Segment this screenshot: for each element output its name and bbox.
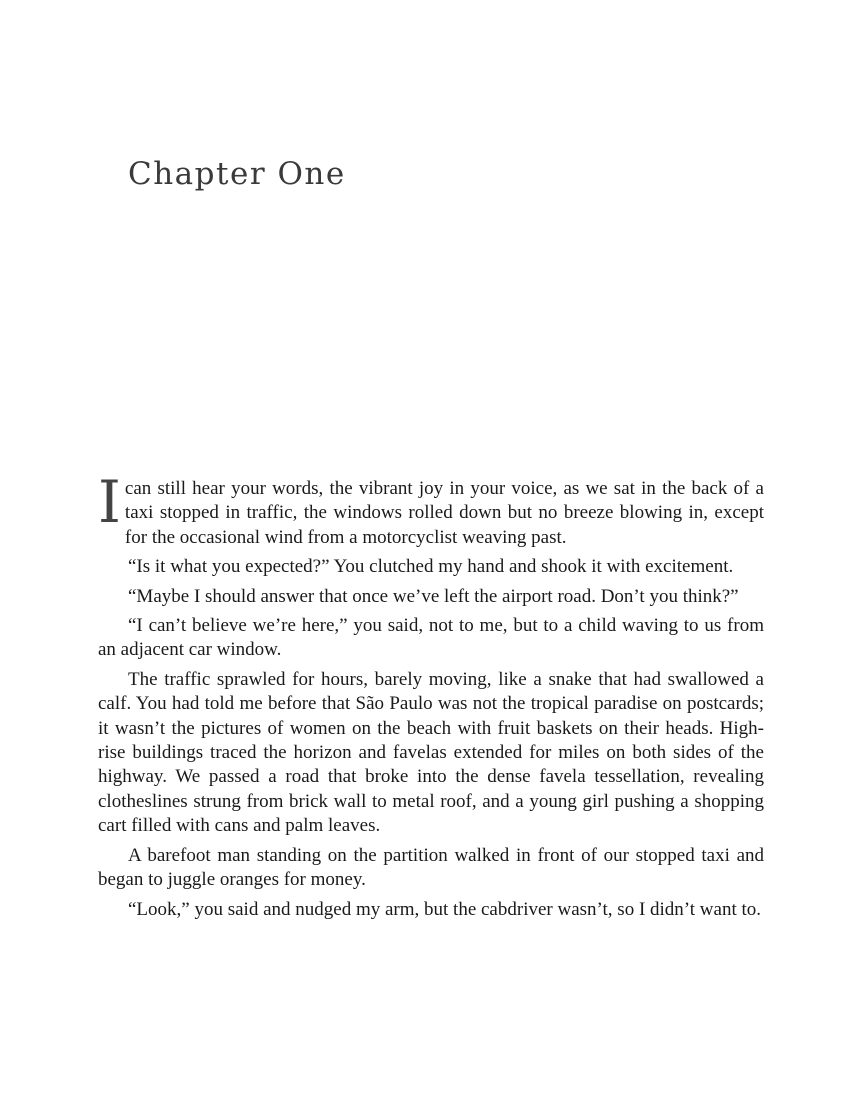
- paragraph-7: “Look,” you said and nudged my arm, but the cabdriver wasn’t, so I didn’t want to.: [128, 898, 762, 920]
- chapter-body: [98, 468, 764, 927]
- chapter-title: Chapter One: [128, 156, 346, 192]
- paragraph-1: [98, 468, 764, 550]
- paragraph-4: “I can’t believe we’re here,” you said, not to me, but to a child waving to us from an adjacent car window.: [98, 615, 764, 661]
- paragraph-3: “Maybe I should answer that once we’ve left the airport road. Don’t you think?”: [128, 585, 739, 607]
- paragraph-2: “Is it what you expected?” You clutched my hand and shook it with excitement.: [128, 556, 734, 578]
- paragraph-1-text: can still hear your words, the vibrant joy in your voice, as we sat in the back of a taxi stopped in traffic, the windows rolled down but no breeze blowing in, except for the occasional wind from a motorcyclist weaving past.: [124, 478, 764, 548]
- drop-cap: I: [98, 468, 121, 536]
- paragraph-5: The traffic sprawled for hours, barely moving, like a snake that had swallowed a calf. You had told me before that São Paulo was not the tropical paradise on postcards; it wasn’t the pictures of women on the beach with fruit baskets on their heads. High-rise buildings traced the horizon and favelas extended for miles on both sides of the highway. We passed a road that broke into the dense favela tessellation, revealing clotheslines strung from brick wall to metal roof, and a young girl pushing a shopping cart filled with cans and palm leaves.: [98, 668, 764, 837]
- paragraph-6: A barefoot man standing on the partition walked in front of our stopped taxi and began to juggle oranges for money.: [98, 844, 764, 891]
